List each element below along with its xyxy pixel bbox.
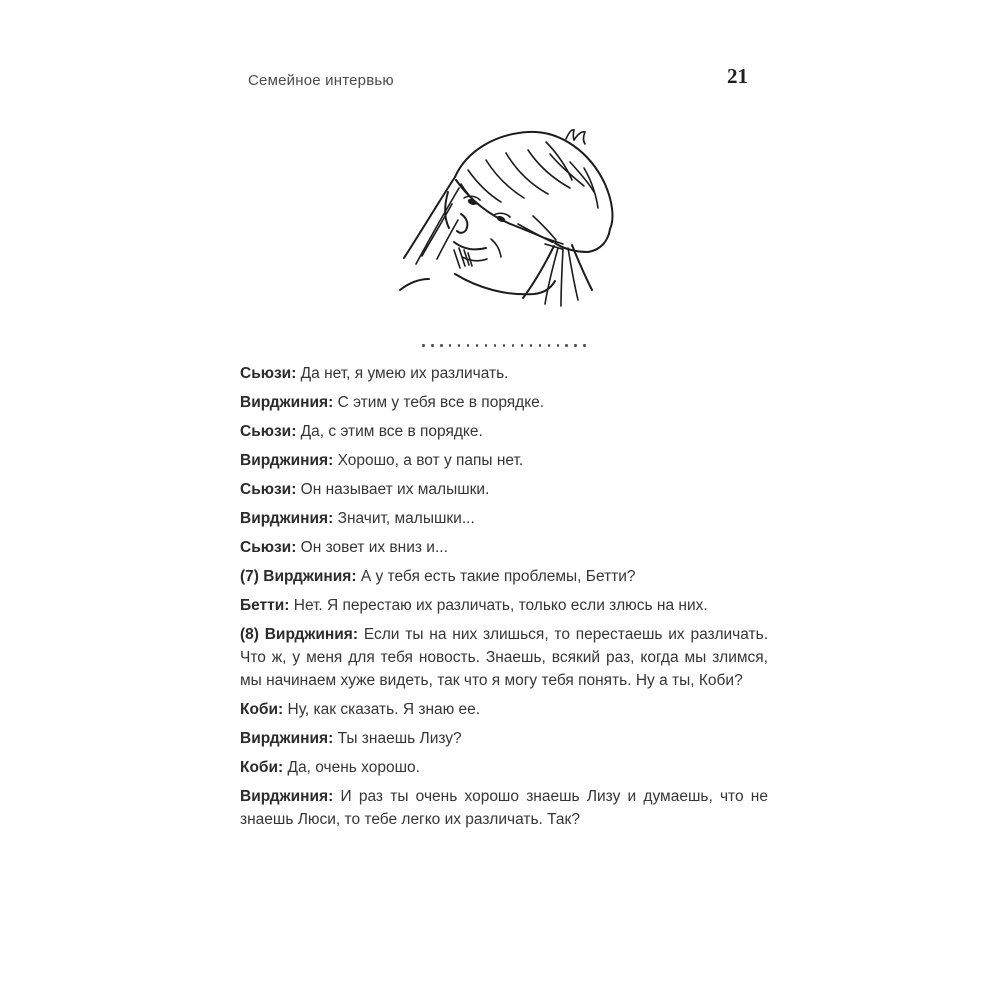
dialogue-line [240, 756, 768, 779]
speech-text: С этим у тебя все в порядке. [337, 394, 545, 411]
running-title: Семейное интервью [248, 72, 394, 89]
girl-head-sketch-svg [398, 126, 622, 316]
speaker-name: Вирджиния: [240, 510, 334, 527]
dialogue-line [240, 623, 768, 692]
dialogue-line [240, 420, 768, 443]
speech-text: Ну, как сказать. Я знаю ее. [287, 701, 481, 718]
dialogue-line [240, 507, 768, 530]
page-header [248, 64, 748, 89]
dialogue-line [240, 536, 768, 559]
speaker-name: Коби: [240, 759, 284, 776]
speech-text: И раз ты очень хорошо знаешь Лизу и думаешь, что не знаешь Люси, то тебе легко их различать. Так? [240, 788, 768, 828]
dialogue-line [240, 698, 768, 721]
speech-text: Он зовет их вниз и... [300, 539, 448, 556]
dialogue-line [240, 449, 768, 472]
speaker-name: (7) Вирджиния: [240, 568, 357, 585]
speech-text: Да, с этим все в порядке. [300, 423, 483, 440]
speech-text: Нет. Я перестаю их различать, только если злюсь на них. [293, 597, 708, 614]
dialogue-line [240, 594, 768, 617]
dialogue-line [240, 785, 768, 831]
speaker-name: Сьюзи: [240, 539, 297, 556]
speaker-name: Коби: [240, 701, 284, 718]
speech-text: А у тебя есть такие проблемы, Бетти? [360, 568, 636, 585]
dotted-separator [240, 344, 768, 347]
dialogue-line [240, 565, 768, 588]
speaker-name: Бетти: [240, 597, 290, 614]
speaker-name: Вирджиния: [240, 730, 334, 747]
speech-text: Ты знаешь Лизу? [337, 730, 462, 747]
speaker-name: Сьюзи: [240, 365, 297, 382]
speaker-name: Вирджиния: [240, 394, 334, 411]
dialogue-line [240, 362, 768, 385]
speech-text: Да нет, я умею их различать. [300, 365, 509, 382]
speaker-name: Вирджиния: [240, 788, 334, 805]
dialogue-line [240, 391, 768, 414]
speaker-name: (8) Вирджиния: [240, 626, 359, 643]
page-number: 21 [727, 64, 748, 88]
girl-head-illustration [398, 126, 622, 316]
speech-text: Хорошо, а вот у папы нет. [337, 452, 524, 469]
dialogue-line [240, 727, 768, 750]
speech-text: Да, очень хорошо. [287, 759, 420, 776]
speech-text: Он называет их малышки. [300, 481, 490, 498]
speech-text: Если ты на них злишься, то перестаешь их различать. Что ж, у меня для тебя новость. Знаешь, всякий раз, когда мы злимся, мы начинаем хуже видеть, так что я могу тебя понять. Ну а ты, Коби? [240, 626, 769, 689]
speaker-name: Вирджиния: [240, 452, 334, 469]
speech-text: Значит, малышки... [337, 510, 475, 527]
dialogue-line [240, 478, 768, 501]
speaker-name: Сьюзи: [240, 423, 297, 440]
speaker-name: Сьюзи: [240, 481, 297, 498]
dialogue [240, 362, 768, 837]
